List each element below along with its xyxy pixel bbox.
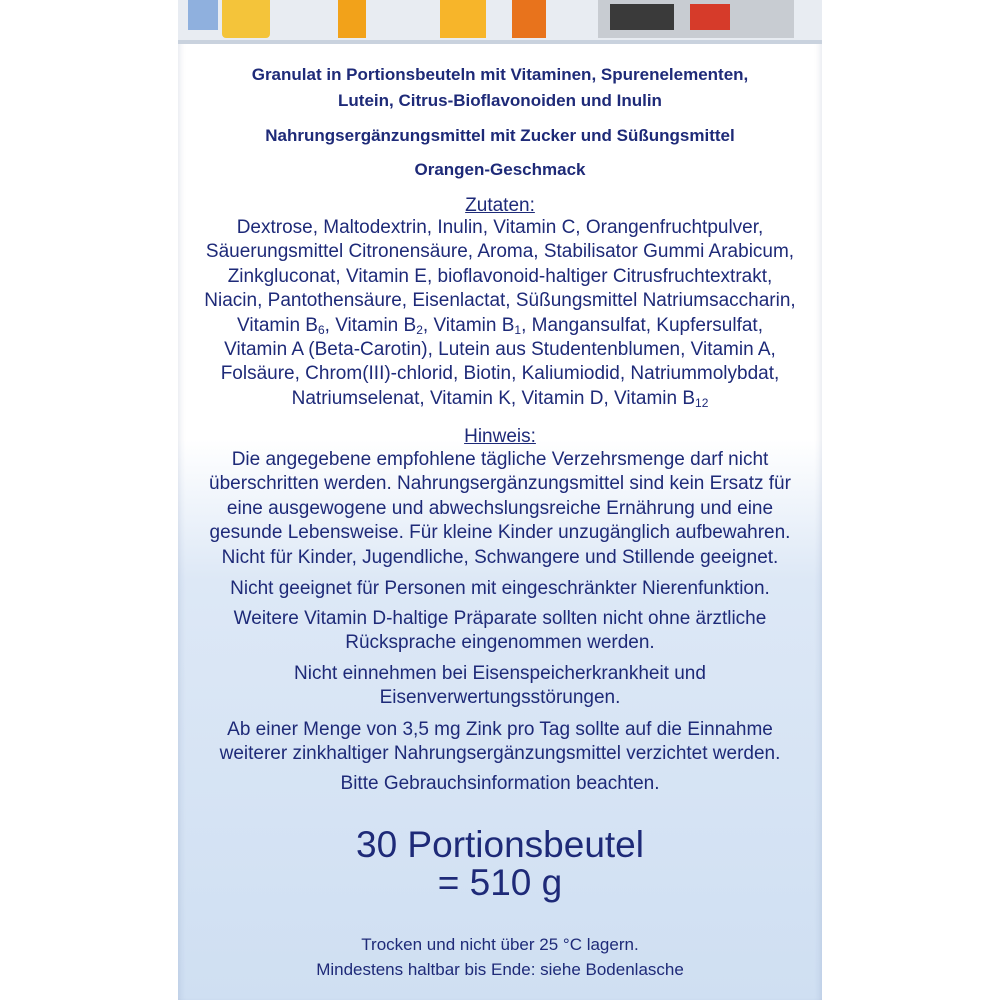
notice-line: Nicht für Kinder, Jugendliche, Schwangere und Stillende geeignet.: [221, 546, 779, 568]
subscript: 2: [416, 322, 423, 337]
package-side-panel: [178, 0, 822, 1000]
flap-red-graphic: [690, 4, 730, 30]
notice-instructions: Bitte Gebrauchsinformation beachten.: [340, 773, 660, 794]
ingredients-line: [178, 314, 822, 338]
notice-line: weiterer zinkhaltiger Nahrungsergänzungsmittel verzichtet werden.: [219, 743, 781, 765]
package-quantity: [178, 826, 822, 902]
notice-line: Weitere Vitamin D-haltige Präparate sollten nicht ohne ärztliche: [233, 608, 767, 629]
notice-vitamin-d: [178, 607, 822, 656]
ingredients-line: Säuerungsmittel Citronensäure, Aroma, Stabilisator Gummi Arabicum,: [205, 241, 795, 263]
ingredients-line: Dextrose, Maltodextrin, Inulin, Vitamin C, Orangenfruchtpulver,: [236, 217, 764, 238]
notice-line: Nicht einnehmen bei Eisenspeicherkrankheit und: [294, 663, 706, 684]
storage-info: [178, 932, 822, 982]
ingredients-line: [178, 387, 822, 411]
notice-line: Rücksprache eingenommen werden.: [345, 632, 655, 654]
storage-line: Mindestens haltbar bis Ende: siehe Bodenlasche: [316, 960, 684, 979]
ingredient-text: Natriumselenat, Vitamin K, Vitamin D, Vitamin B: [291, 387, 696, 409]
flap-blue-graphic: [188, 0, 218, 30]
ingredients-line: Vitamin A (Beta-Carotin), Lutein aus Studentenblumen, Vitamin A,: [224, 339, 776, 361]
product-category: Nahrungsergänzungsmittel mit Zucker und Süßungsmittel: [265, 126, 735, 145]
ingredient-text: , Mangansulfat, Kupfersulfat,: [521, 314, 763, 336]
storage-line: Trocken und nicht über 25 °C lagern.: [361, 935, 639, 954]
product-description: [178, 62, 822, 114]
notice-line: Ab einer Menge von 3,5 mg Zink pro Tag sollte auf die Einnahme: [227, 719, 773, 740]
package-top-flap: [178, 0, 822, 44]
ingredient-text: , Vitamin B: [422, 314, 515, 336]
description-line: Lutein, Citrus-Bioflavonoiden und Inulin: [338, 91, 662, 110]
notice-line: eine ausgewogene und abwechslungsreiche Ernährung und eine: [226, 497, 774, 519]
notice-line: Die angegebene empfohlene tägliche Verzehrsmenge darf nicht: [231, 449, 769, 470]
notice-line: gesunde Lebensweise. Für kleine Kinder unzugänglich aufbewahren.: [209, 522, 791, 544]
ingredients-line: Folsäure, Chrom(III)-chlorid, Biotin, Kaliumiodid, Natriummolybdat,: [220, 363, 780, 385]
ingredients-line: Niacin, Pantothensäure, Eisenlactat, Süßungsmittel Natriumsaccharin,: [204, 290, 796, 312]
subscript: 6: [317, 322, 325, 337]
ingredients-heading: Zutaten:: [465, 195, 535, 216]
subscript: 1: [514, 322, 522, 337]
flap-yellow-graphic: [222, 0, 270, 38]
notice-zinc: [178, 718, 822, 767]
subscript: 12: [695, 395, 709, 410]
notice-kidney: Nicht geeignet für Personen mit eingeschränkter Nierenfunktion.: [230, 578, 770, 599]
ingredient-text: Vitamin B: [237, 314, 318, 336]
notice-line: überschritten werden. Nahrungsergänzungsmittel sind kein Ersatz für: [209, 473, 791, 495]
notice-paragraph: [178, 448, 822, 570]
flap-fold-edge: [178, 40, 822, 44]
notice-line: Eisenverwertungsstörungen.: [379, 687, 621, 709]
flap-orange-graphic: [512, 0, 546, 38]
quantity-weight: = 510 g: [437, 862, 563, 903]
ingredient-text: , Vitamin B: [324, 314, 417, 336]
product-flavor: Orangen-Geschmack: [414, 160, 586, 179]
flap-orange-graphic: [338, 0, 366, 38]
flap-dark-graphic: [610, 4, 674, 30]
notice-heading: Hinweis:: [464, 426, 536, 447]
description-line: Granulat in Portionsbeuteln mit Vitaminen, Spurenelementen,: [251, 65, 749, 84]
quantity-count: 30 Portionsbeutel: [356, 824, 644, 865]
ingredients-list: [178, 216, 822, 411]
ingredients-line: Zinkgluconat, Vitamin E, bioflavonoid-haltiger Citrusfruchtextrakt,: [227, 265, 773, 287]
notice-iron: [178, 662, 822, 711]
flap-orange-graphic: [440, 0, 486, 38]
